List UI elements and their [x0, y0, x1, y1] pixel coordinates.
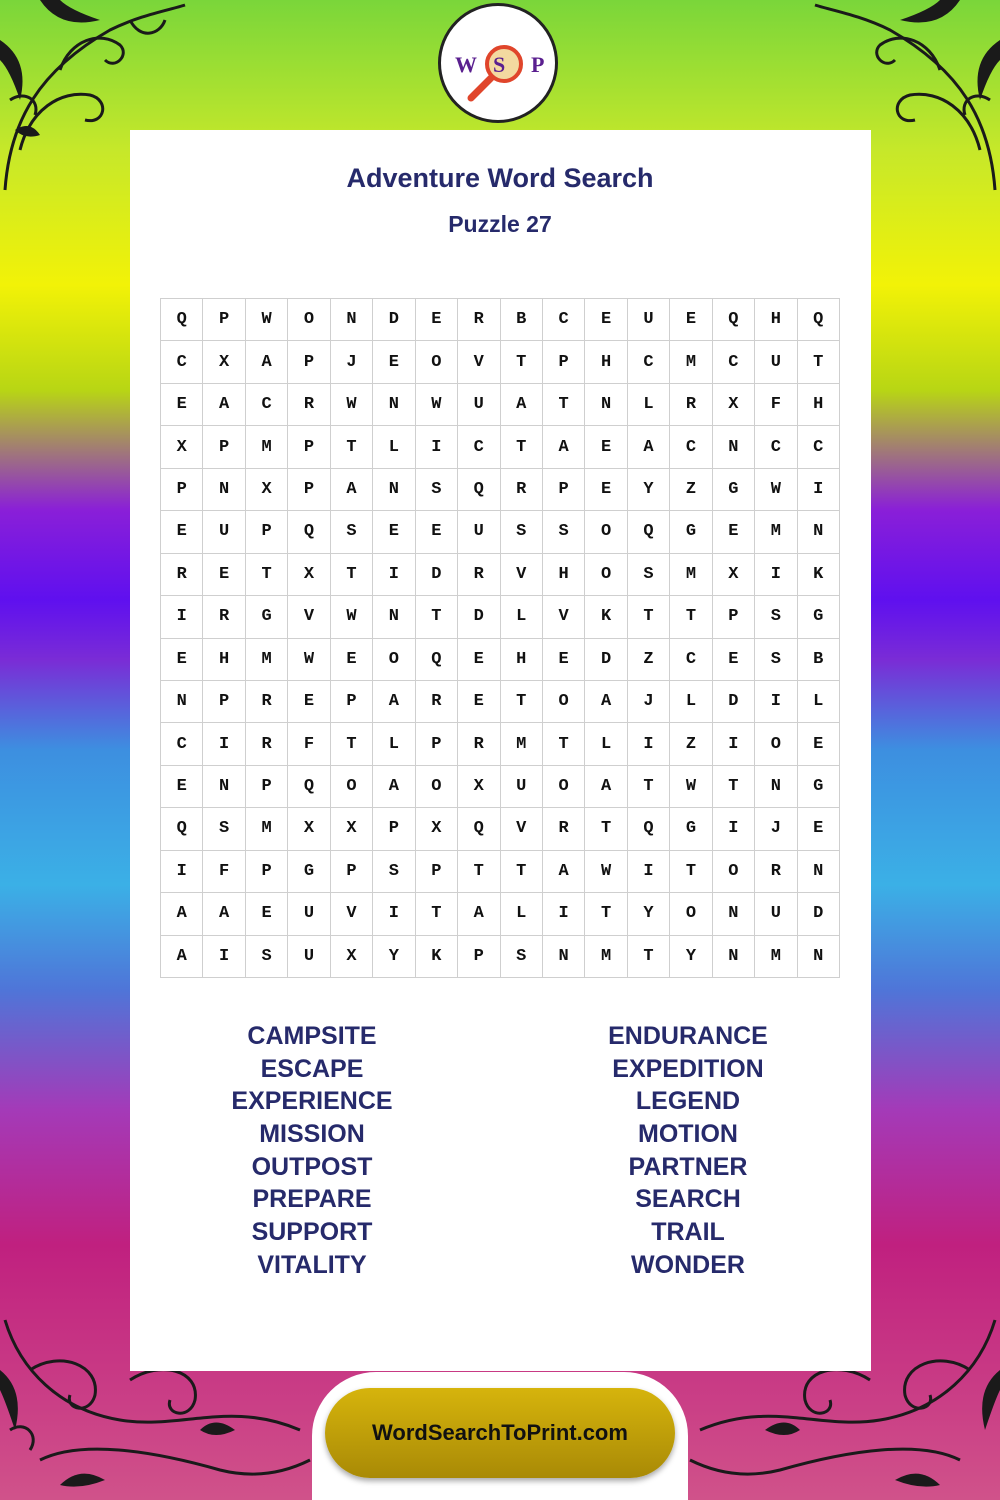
grid-cell[interactable]: E — [203, 554, 245, 596]
grid-cell[interactable]: Q — [458, 808, 500, 850]
grid-cell[interactable]: T — [713, 766, 755, 808]
grid-cell[interactable]: C — [458, 426, 500, 468]
grid-cell[interactable]: O — [713, 851, 755, 893]
grid-cell[interactable]: M — [246, 426, 288, 468]
grid-cell[interactable]: I — [713, 808, 755, 850]
grid-cell[interactable]: M — [585, 936, 627, 978]
grid-cell[interactable]: E — [798, 723, 840, 765]
grid-cell[interactable]: I — [628, 851, 670, 893]
grid-cell[interactable]: I — [416, 426, 458, 468]
grid-cell[interactable]: T — [458, 851, 500, 893]
grid-cell[interactable]: K — [585, 596, 627, 638]
grid-cell[interactable]: C — [161, 723, 203, 765]
grid-cell[interactable]: X — [713, 554, 755, 596]
grid-cell[interactable]: A — [628, 426, 670, 468]
grid-cell[interactable]: P — [373, 808, 415, 850]
grid-cell[interactable]: N — [331, 299, 373, 341]
grid-cell[interactable]: E — [161, 766, 203, 808]
grid-cell[interactable]: E — [458, 639, 500, 681]
grid-cell[interactable]: O — [416, 766, 458, 808]
grid-cell[interactable]: C — [670, 639, 712, 681]
grid-cell[interactable]: S — [755, 596, 797, 638]
grid-cell[interactable]: I — [798, 469, 840, 511]
grid-cell[interactable]: A — [543, 851, 585, 893]
grid-cell[interactable]: M — [755, 936, 797, 978]
grid-cell[interactable]: W — [246, 299, 288, 341]
grid-cell[interactable]: X — [713, 384, 755, 426]
grid-cell[interactable]: M — [246, 808, 288, 850]
grid-cell[interactable]: A — [203, 893, 245, 935]
word-list-item: CAMPSITE — [247, 1022, 377, 1050]
grid-cell[interactable]: D — [798, 893, 840, 935]
grid-cell[interactable]: I — [161, 851, 203, 893]
grid-cell[interactable]: S — [543, 511, 585, 553]
grid-cell[interactable]: U — [288, 893, 330, 935]
grid-cell[interactable]: M — [755, 511, 797, 553]
grid-cell[interactable]: I — [628, 723, 670, 765]
grid-cell[interactable]: F — [755, 384, 797, 426]
grid-cell[interactable]: Q — [458, 469, 500, 511]
grid-cell[interactable]: O — [585, 511, 627, 553]
grid-cell[interactable]: N — [543, 936, 585, 978]
grid-cell[interactable]: C — [543, 299, 585, 341]
grid-cell[interactable]: Q — [288, 766, 330, 808]
grid-cell[interactable]: E — [373, 511, 415, 553]
grid-cell[interactable]: T — [416, 596, 458, 638]
grid-cell[interactable]: P — [543, 469, 585, 511]
grid-cell[interactable]: L — [798, 681, 840, 723]
grid-cell[interactable]: I — [203, 936, 245, 978]
grid-cell[interactable]: E — [585, 299, 627, 341]
grid-cell[interactable]: L — [585, 723, 627, 765]
grid-cell[interactable]: B — [798, 639, 840, 681]
grid-cell[interactable]: P — [203, 299, 245, 341]
grid-cell[interactable]: P — [161, 469, 203, 511]
logo-letter-s: S — [493, 52, 506, 77]
grid-cell[interactable]: T — [501, 681, 543, 723]
grid-cell[interactable]: O — [585, 554, 627, 596]
grid-cell[interactable]: N — [373, 384, 415, 426]
grid-cell[interactable]: P — [288, 469, 330, 511]
grid-cell[interactable]: A — [373, 681, 415, 723]
grid-cell[interactable]: Q — [416, 639, 458, 681]
grid-cell[interactable]: O — [373, 639, 415, 681]
grid-cell[interactable]: V — [501, 554, 543, 596]
grid-cell[interactable]: A — [373, 766, 415, 808]
grid-cell[interactable]: M — [670, 554, 712, 596]
grid-cell[interactable]: J — [628, 681, 670, 723]
grid-cell[interactable]: U — [288, 936, 330, 978]
grid-cell[interactable]: Z — [670, 469, 712, 511]
grid-cell[interactable]: T — [628, 596, 670, 638]
grid-cell[interactable]: H — [501, 639, 543, 681]
grid-cell[interactable]: X — [161, 426, 203, 468]
grid-cell[interactable]: N — [798, 511, 840, 553]
grid-cell[interactable]: C — [246, 384, 288, 426]
grid-cell[interactable]: T — [331, 723, 373, 765]
grid-cell[interactable]: R — [203, 596, 245, 638]
grid-cell[interactable]: S — [203, 808, 245, 850]
grid-cell[interactable]: E — [585, 426, 627, 468]
grid-cell[interactable]: C — [713, 341, 755, 383]
grid-cell[interactable]: X — [203, 341, 245, 383]
grid-cell[interactable]: P — [246, 851, 288, 893]
grid-cell[interactable]: E — [246, 893, 288, 935]
logo-letter-w: W — [455, 52, 477, 77]
grid-cell[interactable]: L — [670, 681, 712, 723]
word-list-item: EXPEDITION — [612, 1054, 764, 1083]
grid-cell[interactable]: R — [416, 681, 458, 723]
grid-cell[interactable]: T — [585, 893, 627, 935]
grid-cell[interactable]: M — [670, 341, 712, 383]
grid-cell[interactable]: T — [543, 723, 585, 765]
grid-cell[interactable]: G — [713, 469, 755, 511]
grid-cell[interactable]: U — [458, 511, 500, 553]
grid-cell[interactable]: E — [416, 299, 458, 341]
grid-cell[interactable]: G — [798, 596, 840, 638]
grid-cell[interactable]: G — [798, 766, 840, 808]
grid-cell[interactable]: C — [755, 426, 797, 468]
grid-cell[interactable]: O — [288, 299, 330, 341]
grid-cell[interactable]: J — [755, 808, 797, 850]
grid-cell[interactable]: S — [416, 469, 458, 511]
grid-cell[interactable]: P — [458, 936, 500, 978]
grid-cell[interactable]: G — [670, 808, 712, 850]
word-list-item: EXPERIENCE — [231, 1087, 393, 1116]
grid-cell[interactable]: R — [458, 299, 500, 341]
grid-cell[interactable]: C — [628, 341, 670, 383]
grid-cell[interactable]: V — [501, 808, 543, 850]
grid-cell[interactable]: U — [501, 766, 543, 808]
grid-cell[interactable]: Q — [288, 511, 330, 553]
grid-cell[interactable]: W — [331, 384, 373, 426]
grid-cell[interactable]: A — [161, 893, 203, 935]
grid-cell[interactable]: A — [458, 893, 500, 935]
grid-cell[interactable]: U — [755, 893, 797, 935]
grid-cell[interactable]: R — [246, 681, 288, 723]
grid-cell[interactable]: E — [543, 639, 585, 681]
word-list-item: SUPPORT — [251, 1218, 373, 1247]
grid-cell[interactable]: I — [203, 723, 245, 765]
word-list-item: WONDER — [631, 1250, 745, 1279]
grid-cell[interactable]: P — [543, 341, 585, 383]
grid-cell[interactable]: G — [288, 851, 330, 893]
grid-cell[interactable]: D — [373, 299, 415, 341]
grid-cell[interactable]: H — [543, 554, 585, 596]
grid-cell[interactable]: H — [798, 384, 840, 426]
grid-cell[interactable]: T — [798, 341, 840, 383]
grid-cell[interactable]: O — [543, 681, 585, 723]
grid-cell[interactable]: O — [670, 893, 712, 935]
grid-cell[interactable]: A — [246, 341, 288, 383]
grid-cell[interactable]: Z — [628, 639, 670, 681]
grid-cell[interactable]: P — [203, 681, 245, 723]
word-list-item: MISSION — [259, 1120, 365, 1149]
grid-cell[interactable]: I — [161, 596, 203, 638]
grid-cell[interactable]: L — [501, 596, 543, 638]
grid-cell[interactable]: E — [331, 639, 373, 681]
word-list-item: ENDURANCE — [608, 1022, 768, 1050]
website-button[interactable]: WordSearchToPrint.com — [325, 1388, 675, 1478]
grid-cell[interactable]: Y — [628, 893, 670, 935]
grid-cell[interactable]: W — [585, 851, 627, 893]
grid-cell[interactable]: T — [670, 596, 712, 638]
grid-cell[interactable]: T — [331, 554, 373, 596]
grid-cell[interactable]: X — [416, 808, 458, 850]
grid-cell[interactable]: C — [670, 426, 712, 468]
grid-cell[interactable]: P — [331, 681, 373, 723]
grid-cell[interactable]: N — [161, 681, 203, 723]
word-list-right — [558, 1020, 818, 1282]
grid-cell[interactable]: R — [670, 384, 712, 426]
grid-cell[interactable]: L — [501, 893, 543, 935]
grid-cell[interactable]: N — [755, 766, 797, 808]
grid-cell[interactable]: D — [713, 681, 755, 723]
letter-grid — [160, 298, 840, 978]
grid-cell[interactable]: J — [331, 341, 373, 383]
grid-cell[interactable]: L — [373, 723, 415, 765]
grid-cell[interactable]: R — [458, 723, 500, 765]
grid-cell[interactable]: F — [203, 851, 245, 893]
grid-cell[interactable]: I — [373, 893, 415, 935]
grid-cell[interactable]: T — [585, 808, 627, 850]
grid-cell[interactable]: Q — [628, 511, 670, 553]
grid-cell[interactable]: R — [501, 469, 543, 511]
word-list-item: TRAIL — [651, 1218, 725, 1247]
grid-cell[interactable]: C — [161, 341, 203, 383]
grid-cell[interactable]: S — [501, 936, 543, 978]
grid-cell[interactable]: H — [203, 639, 245, 681]
grid-cell[interactable]: I — [713, 723, 755, 765]
grid-cell[interactable]: S — [628, 554, 670, 596]
grid-cell[interactable]: G — [246, 596, 288, 638]
grid-cell[interactable]: C — [798, 426, 840, 468]
grid-cell[interactable]: A — [501, 384, 543, 426]
page-title: Adventure Word Search — [346, 163, 654, 193]
grid-cell[interactable]: U — [458, 384, 500, 426]
grid-cell[interactable]: T — [670, 851, 712, 893]
grid-cell[interactable]: S — [755, 639, 797, 681]
grid-cell[interactable]: H — [585, 341, 627, 383]
grid-cell[interactable]: W — [755, 469, 797, 511]
grid-cell[interactable]: P — [416, 851, 458, 893]
grid-cell[interactable]: S — [331, 511, 373, 553]
grid-cell[interactable]: I — [373, 554, 415, 596]
word-list-item: PARTNER — [628, 1152, 748, 1181]
grid-cell[interactable]: S — [246, 936, 288, 978]
grid-cell[interactable]: O — [755, 723, 797, 765]
grid-cell[interactable]: L — [373, 426, 415, 468]
grid-cell[interactable]: A — [203, 384, 245, 426]
grid-cell[interactable]: R — [755, 851, 797, 893]
grid-cell[interactable]: T — [501, 341, 543, 383]
grid-cell[interactable]: Y — [628, 469, 670, 511]
grid-cell[interactable]: T — [416, 893, 458, 935]
grid-cell[interactable]: Y — [670, 936, 712, 978]
grid-cell[interactable]: V — [543, 596, 585, 638]
grid-cell[interactable]: E — [373, 341, 415, 383]
puzzle-number: Puzzle 27 — [448, 211, 552, 237]
grid-cell[interactable]: Q — [161, 808, 203, 850]
grid-cell[interactable]: R — [458, 554, 500, 596]
grid-cell[interactable]: P — [288, 341, 330, 383]
grid-cell[interactable]: R — [288, 384, 330, 426]
grid-cell[interactable]: P — [713, 596, 755, 638]
grid-cell[interactable]: N — [203, 766, 245, 808]
grid-cell[interactable]: O — [331, 766, 373, 808]
grid-cell[interactable]: N — [798, 936, 840, 978]
grid-cell[interactable]: R — [161, 554, 203, 596]
grid-cell[interactable]: F — [288, 723, 330, 765]
grid-cell[interactable]: E — [161, 384, 203, 426]
grid-cell[interactable]: D — [585, 639, 627, 681]
grid-cell[interactable]: T — [501, 426, 543, 468]
grid-cell[interactable]: A — [543, 426, 585, 468]
grid-cell[interactable]: D — [458, 596, 500, 638]
grid-cell[interactable]: M — [246, 639, 288, 681]
grid-cell[interactable]: O — [416, 341, 458, 383]
grid-cell[interactable]: W — [331, 596, 373, 638]
grid-cell[interactable]: T — [628, 936, 670, 978]
grid-cell[interactable]: U — [755, 341, 797, 383]
grid-cell[interactable]: A — [585, 681, 627, 723]
grid-cell[interactable]: A — [331, 469, 373, 511]
grid-cell[interactable]: T — [501, 851, 543, 893]
grid-cell[interactable]: E — [458, 681, 500, 723]
grid-cell[interactable]: W — [670, 766, 712, 808]
grid-cell[interactable]: B — [501, 299, 543, 341]
grid-cell[interactable]: W — [288, 639, 330, 681]
grid-cell[interactable]: X — [246, 469, 288, 511]
grid-cell[interactable]: O — [543, 766, 585, 808]
grid-cell[interactable]: T — [543, 384, 585, 426]
word-list-item: OUTPOST — [251, 1152, 373, 1181]
grid-cell[interactable]: N — [373, 469, 415, 511]
grid-cell[interactable]: R — [246, 723, 288, 765]
grid-cell[interactable]: N — [373, 596, 415, 638]
grid-cell[interactable]: N — [585, 384, 627, 426]
grid-cell[interactable]: I — [755, 554, 797, 596]
grid-cell[interactable]: E — [161, 639, 203, 681]
grid-cell[interactable]: M — [501, 723, 543, 765]
grid-cell[interactable]: E — [585, 469, 627, 511]
grid-cell[interactable]: P — [416, 723, 458, 765]
grid-cell[interactable]: T — [331, 426, 373, 468]
grid-cell[interactable]: N — [798, 851, 840, 893]
grid-cell[interactable]: P — [203, 426, 245, 468]
grid-cell[interactable]: P — [246, 766, 288, 808]
grid-cell[interactable]: P — [288, 426, 330, 468]
grid-cell[interactable]: L — [628, 384, 670, 426]
grid-cell[interactable]: E — [416, 511, 458, 553]
grid-cell[interactable]: K — [416, 936, 458, 978]
grid-cell[interactable]: E — [161, 511, 203, 553]
grid-cell[interactable]: K — [798, 554, 840, 596]
grid-cell[interactable]: Q — [798, 299, 840, 341]
grid-cell[interactable]: V — [331, 893, 373, 935]
word-list-item: SEARCH — [635, 1185, 741, 1214]
grid-cell[interactable]: S — [501, 511, 543, 553]
grid-cell[interactable]: P — [246, 511, 288, 553]
grid-cell[interactable]: W — [416, 384, 458, 426]
word-list-item: MOTION — [638, 1120, 738, 1149]
grid-cell[interactable]: E — [670, 299, 712, 341]
grid-cell[interactable]: Q — [628, 808, 670, 850]
logo — [438, 3, 558, 123]
grid-cell[interactable]: R — [543, 808, 585, 850]
grid-cell[interactable]: X — [331, 808, 373, 850]
logo-letter-p: P — [531, 52, 545, 77]
grid-cell[interactable]: I — [755, 681, 797, 723]
grid-cell[interactable]: E — [288, 681, 330, 723]
grid-cell[interactable]: Q — [713, 299, 755, 341]
grid-cell[interactable]: E — [713, 511, 755, 553]
grid-cell[interactable]: V — [288, 596, 330, 638]
grid-cell[interactable]: A — [161, 936, 203, 978]
grid-cell[interactable]: N — [713, 893, 755, 935]
grid-cell[interactable]: X — [331, 936, 373, 978]
grid-cell[interactable]: U — [203, 511, 245, 553]
grid-cell[interactable]: S — [373, 851, 415, 893]
grid-cell[interactable]: X — [288, 554, 330, 596]
grid-cell[interactable]: Y — [373, 936, 415, 978]
word-list-item: LEGEND — [635, 1087, 741, 1116]
grid-cell[interactable]: N — [713, 936, 755, 978]
grid-cell[interactable]: H — [755, 299, 797, 341]
grid-cell[interactable]: U — [628, 299, 670, 341]
grid-cell[interactable]: X — [458, 766, 500, 808]
grid-cell[interactable]: N — [203, 469, 245, 511]
grid-cell[interactable]: T — [628, 766, 670, 808]
grid-cell[interactable]: Z — [670, 723, 712, 765]
grid-cell[interactable]: G — [670, 511, 712, 553]
grid-cell[interactable]: N — [713, 426, 755, 468]
grid-cell[interactable]: T — [246, 554, 288, 596]
grid-cell[interactable]: E — [713, 639, 755, 681]
word-list-item: VITALITY — [257, 1250, 367, 1279]
grid-cell[interactable]: X — [288, 808, 330, 850]
word-list-item: PREPARE — [252, 1185, 372, 1214]
word-list-left — [182, 1020, 442, 1282]
word-list-item: ESCAPE — [260, 1054, 364, 1083]
grid-cell[interactable]: I — [543, 893, 585, 935]
grid-cell[interactable]: D — [416, 554, 458, 596]
grid-cell[interactable]: V — [458, 341, 500, 383]
grid-cell[interactable]: Q — [161, 299, 203, 341]
grid-cell[interactable]: E — [798, 808, 840, 850]
grid-cell[interactable]: A — [585, 766, 627, 808]
grid-cell[interactable]: P — [331, 851, 373, 893]
